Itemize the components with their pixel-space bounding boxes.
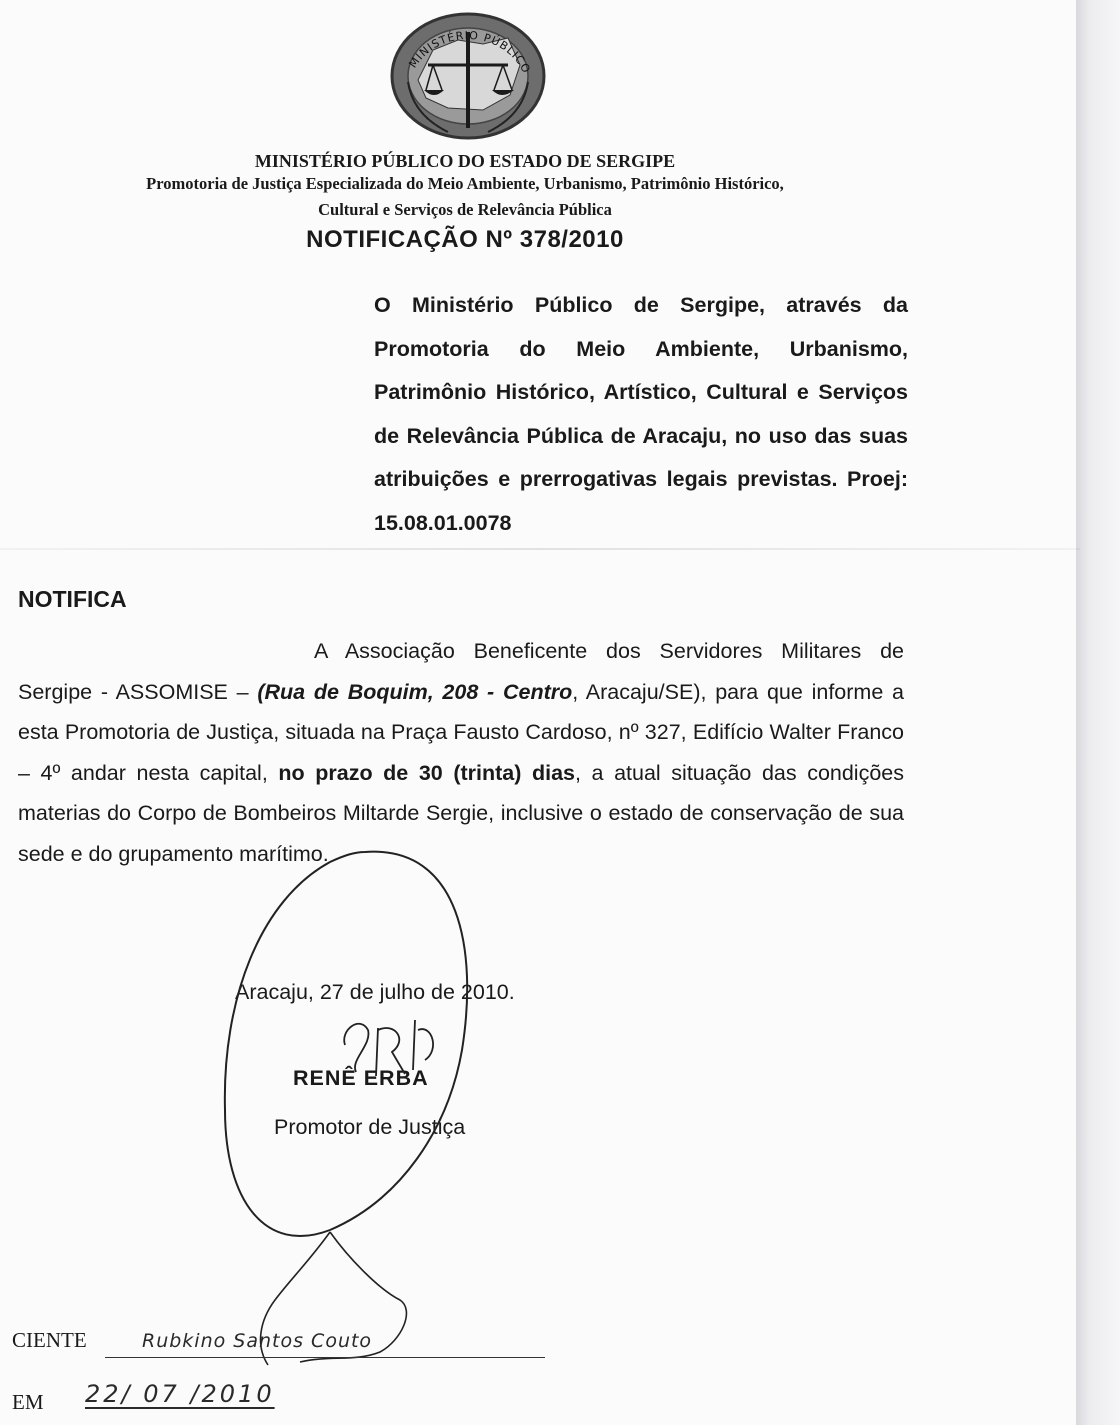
body-paragraph [18, 631, 904, 875]
notifica-heading: NOTIFICA [18, 586, 127, 612]
em-label: EM [12, 1390, 44, 1414]
address-text: (Rua de Boquim, 208 - Centro [257, 679, 573, 704]
place-date: Aracaju, 27 de julho de 2010. [235, 980, 515, 1004]
notification-title: NOTIFICAÇÃO Nº 378/2010 [306, 226, 624, 253]
paper-edge [1076, 0, 1120, 1425]
header-institution: MINISTÉRIO PÚBLICO DO ESTADO DE SERGIPE [254, 151, 676, 171]
fold-line [0, 548, 1080, 550]
ministerio-publico-seal [388, 10, 548, 150]
ciente-handwritten-name: Rubkino Santos Couto [142, 1330, 373, 1352]
intro-paragraph: O Ministério Público de Sergipe, através da Promotoria do Meio Ambiente, Urbanismo, Patrimônio Histórico, Artístico, Cultural e Serviços de Relevância Pública de Aracaju, no uso das suas atribuições e prerrogativas legais previstas. Proej: 15.08.01.0078 [374, 293, 908, 535]
em-handwritten-date: 22/ 07 /2010 [85, 1380, 275, 1408]
ciente-signature-line [105, 1357, 545, 1358]
body-text-part3: , a atual situação das condições materias do Corpo de Bombeiros Miltarde Sergie, inclusive o estado de conservação de sua sede e do grupamento marítimo. [18, 760, 905, 866]
header-department-line1: Promotoria de Justiça Especializada do Meio Ambiente, Urbanismo, Patrimônio Histórico, [146, 174, 784, 193]
ciente-label: CIENTE [12, 1328, 87, 1352]
body-text-part2: , Aracaju/SE), para que informe a esta Promotoria de Justiça, situada na Praça Fausto Cardoso, nº 327, Edifício Walter Franco – 4º andar nesta capital, [18, 679, 904, 785]
deadline-text: no prazo de 30 (trinta) dias [278, 760, 575, 785]
signer-name: RENÊ ERBA [293, 1066, 429, 1090]
body-text-part1: A Associação Beneficente dos Servidores Militares de Sergipe - ASSOMISE – [18, 639, 904, 704]
signer-role: Promotor de Justiça [274, 1115, 466, 1139]
svg-text:MINISTÉRIO PÚBLICO: MINISTÉRIO PÚBLICO [406, 28, 534, 76]
header-department-line2: Cultural e Serviços de Relevância Pública [318, 200, 612, 219]
